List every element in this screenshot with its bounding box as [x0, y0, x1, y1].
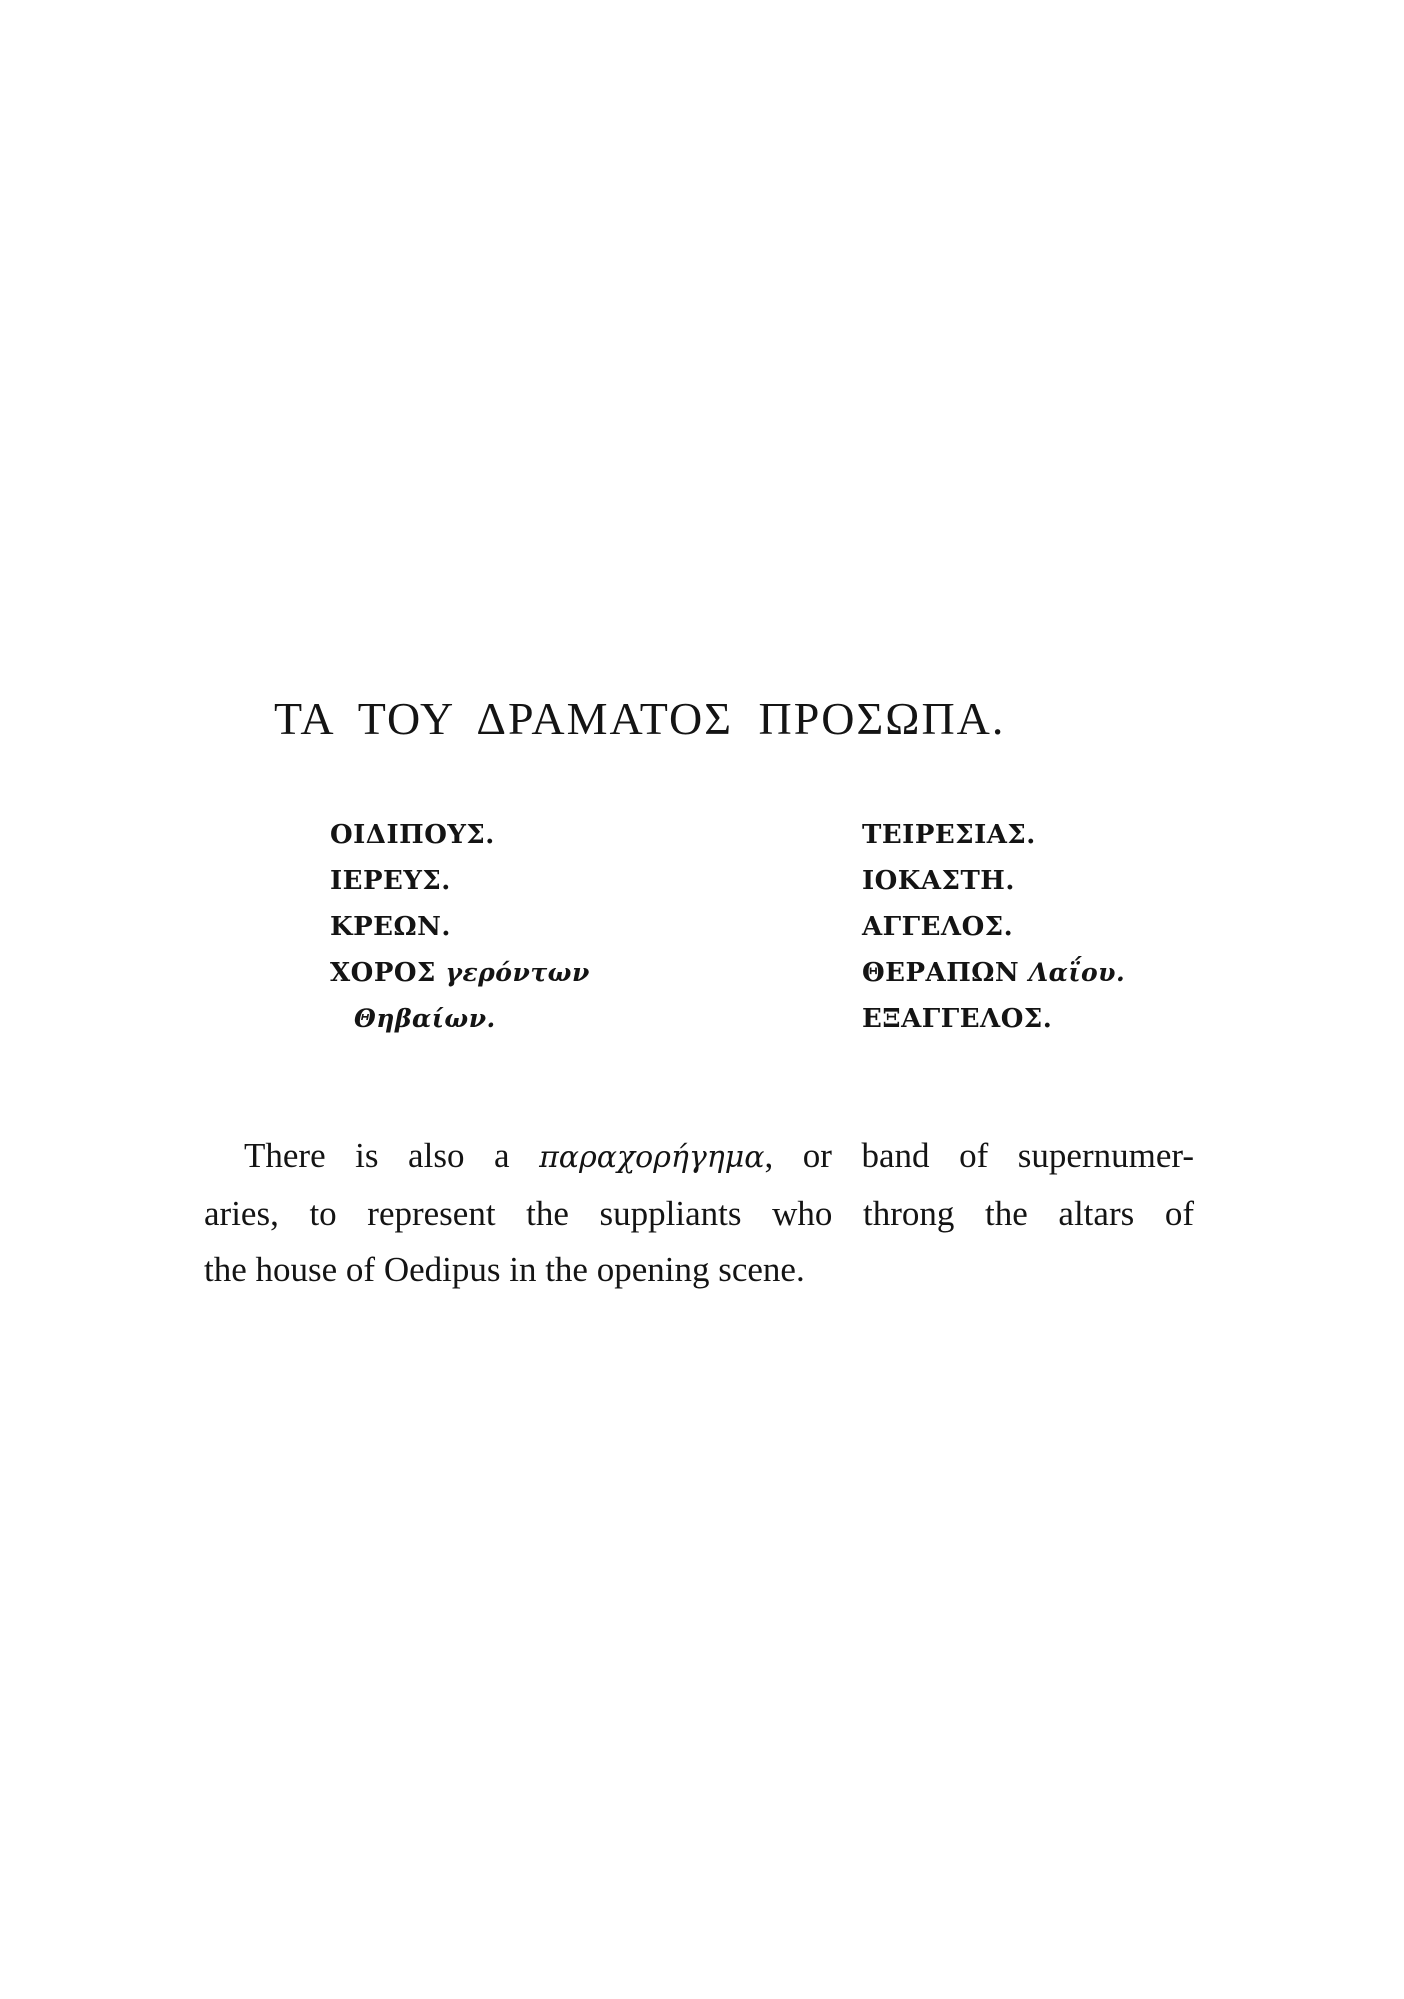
cast-name: ΙΟΚΑΣΤΗ.: [862, 866, 1015, 896]
cast-qualifier: Θηβαίων.: [354, 1004, 496, 1033]
note-text: There is also a: [244, 1136, 540, 1175]
cast-item: [862, 950, 1282, 996]
cast-qualifier: Λαΐου.: [1028, 958, 1126, 987]
note-greek-term: παραχορήγημα: [539, 1140, 765, 1175]
cast-item: [862, 996, 1282, 1042]
cast-name: ΕΞΑΓΓΕΛΟΣ.: [862, 1004, 1053, 1034]
cast-item: [330, 950, 750, 996]
cast-list-left: [330, 812, 750, 1042]
cast-name: ΧΟΡΟΣ: [330, 958, 436, 988]
cast-item: [330, 904, 750, 950]
note-text: , or band of supernumer-: [764, 1136, 1194, 1175]
note-line: aries, to represent the suppliants who throng the altars of: [204, 1194, 1194, 1233]
cast-item: [330, 996, 750, 1042]
page-title: ΤΑ ΤΟΥ ΔΡΑΜΑΤΟΣ ΠΡΟΣΩΠΑ.: [274, 693, 1006, 744]
cast-name: ΚΡΕΩΝ.: [330, 912, 451, 942]
cast-name: ΘΕΡΑΠΩΝ: [862, 958, 1020, 988]
cast-item: [862, 812, 1282, 858]
cast-name: ΙΕΡΕΥΣ.: [330, 866, 451, 896]
cast-item: [862, 858, 1282, 904]
cast-item: [330, 812, 750, 858]
cast-name: ΤΕΙΡΕΣΙΑΣ.: [862, 820, 1036, 850]
cast-item: [330, 858, 750, 904]
cast-name: ΑΓΓΕΛΟΣ.: [862, 912, 1014, 942]
cast-qualifier: γερόντων: [445, 958, 590, 987]
cast-name: ΟΙΔΙΠΟΥΣ.: [330, 820, 495, 850]
supernumeraries-note: [204, 1128, 1194, 1298]
note-line: [204, 1128, 1194, 1186]
cast-list-right: [862, 812, 1282, 1042]
cast-item: [862, 904, 1282, 950]
note-line: the house of Oedipus in the opening scene.: [204, 1250, 805, 1289]
